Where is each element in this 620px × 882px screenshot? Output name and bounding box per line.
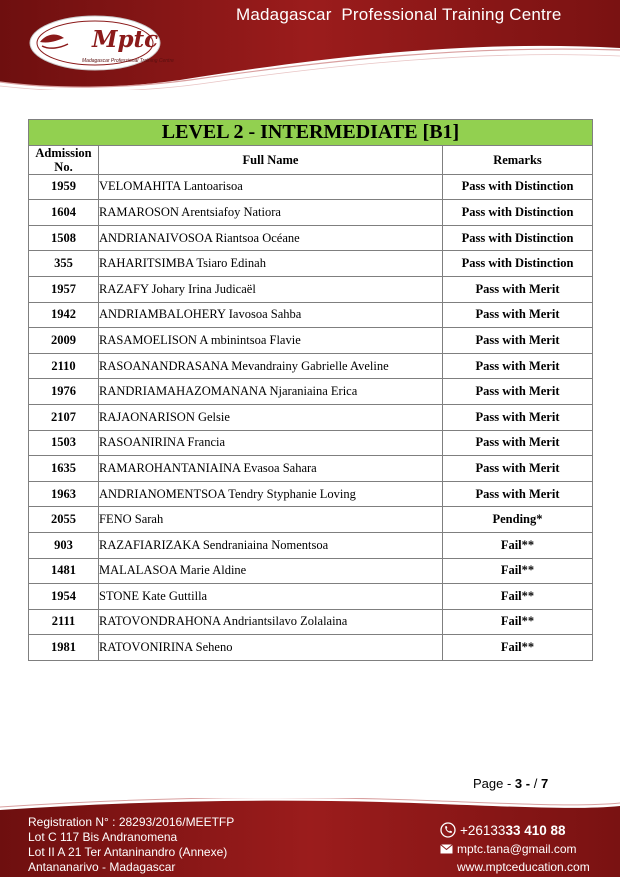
remark: Pending* [443, 507, 593, 533]
student-name: MALALASOA Marie Aldine [99, 558, 443, 584]
admission-number: 1976 [29, 379, 99, 405]
admission-header-line2: No. [54, 159, 73, 174]
remark: Pass with Merit [443, 430, 593, 456]
student-name: STONE Kate Guttilla [99, 584, 443, 610]
table-body [29, 174, 593, 660]
admission-number: 1957 [29, 276, 99, 302]
student-name: RAMAROSON Arentsiafoy Natiora [99, 200, 443, 226]
remark: Pass with Merit [443, 379, 593, 405]
level-title-row [29, 120, 593, 146]
footer-contacts [440, 820, 590, 876]
student-name: ANDRIANAIVOSOA Riantsoa Océane [99, 225, 443, 251]
remark: Fail** [443, 609, 593, 635]
table-row [29, 430, 593, 456]
website-line[interactable] [440, 858, 590, 876]
admission-number: 1604 [29, 200, 99, 226]
remark: Pass with Merit [443, 276, 593, 302]
email-link[interactable]: mptc.tana@gmail.com [457, 842, 577, 856]
admission-number: 1981 [29, 635, 99, 661]
level-title: LEVEL 2 - INTERMEDIATE [B1] [29, 120, 593, 146]
admission-number: 2055 [29, 507, 99, 533]
student-name: VELOMAHITA Lantoarisoa [99, 174, 443, 200]
admission-number: 2009 [29, 328, 99, 354]
table-row [29, 609, 593, 635]
remark: Fail** [443, 558, 593, 584]
table-row [29, 200, 593, 226]
student-name: RASOANANDRASANA Mevandrainy Gabrielle Aveline [99, 353, 443, 379]
admission-number: 1635 [29, 456, 99, 482]
student-name: RASOANIRINA Francia [99, 430, 443, 456]
email-line[interactable] [440, 840, 590, 858]
logo [28, 14, 174, 72]
admission-number: 1481 [29, 558, 99, 584]
student-name: RATOVONDRAHONA Andriantsilavo Zolalaina [99, 609, 443, 635]
remark: Pass with Merit [443, 328, 593, 354]
page-current: 3 - [514, 776, 531, 791]
student-name: RAMAROHANTANIAINA Evasoa Sahara [99, 456, 443, 482]
admission-number: 2110 [29, 353, 99, 379]
admission-number: 1503 [29, 430, 99, 456]
table-row [29, 379, 593, 405]
phone-number: 33 410 88 [505, 822, 566, 838]
remark: Pass with Merit [443, 456, 593, 482]
page-label: Page - [473, 776, 515, 791]
table-row [29, 584, 593, 610]
admission-number: 1963 [29, 481, 99, 507]
full-name-header: Full Name [99, 145, 443, 174]
remark: Fail** [443, 532, 593, 558]
student-name: RAZAFY Johary Irina Judicaël [99, 276, 443, 302]
table-row [29, 225, 593, 251]
admission-number: 903 [29, 532, 99, 558]
remarks-header: Remarks [443, 145, 593, 174]
remark: Pass with Distinction [443, 174, 593, 200]
student-name: RAZAFIARIZAKA Sendraniaina Nomentsoa [99, 532, 443, 558]
remark: Pass with Distinction [443, 225, 593, 251]
logo-text: Mptc [92, 26, 159, 53]
admission-number: 2111 [29, 609, 99, 635]
admission-number: 2107 [29, 404, 99, 430]
results-table [28, 119, 593, 661]
admission-number: 1508 [29, 225, 99, 251]
header-row [29, 145, 593, 174]
page-header [0, 0, 620, 90]
page-total: 7 [540, 776, 549, 791]
page-number [473, 776, 548, 791]
student-name: RATOVONIRINA Seheno [99, 635, 443, 661]
table-row [29, 532, 593, 558]
table-row [29, 404, 593, 430]
address-line-2: Lot II A 21 Ter Antaninandro (Annexe) [28, 845, 228, 859]
admission-number: 1942 [29, 302, 99, 328]
org-name: Madagascar Professional Training Centre [236, 5, 562, 24]
address-line-3: Antananarivo - Madagascar [28, 860, 176, 874]
table-row [29, 635, 593, 661]
table-row [29, 302, 593, 328]
table-row [29, 353, 593, 379]
admission-header-line1: Admission [35, 145, 92, 160]
admission-header [29, 145, 99, 174]
table-row [29, 456, 593, 482]
table-row [29, 507, 593, 533]
remark: Pass with Merit [443, 302, 593, 328]
table-row [29, 174, 593, 200]
remark: Pass with Merit [443, 404, 593, 430]
remark: Pass with Merit [443, 481, 593, 507]
table-row [29, 251, 593, 277]
remark: Pass with Distinction [443, 251, 593, 277]
phone-prefix: +26133 [460, 822, 506, 838]
admission-number: 1959 [29, 174, 99, 200]
student-name: ANDRIANOMENTSOA Tendry Styphanie Loving [99, 481, 443, 507]
table-row [29, 276, 593, 302]
phone-icon [440, 822, 456, 838]
table-row [29, 328, 593, 354]
student-name: RAHARITSIMBA Tsiaro Edinah [99, 251, 443, 277]
student-name: FENO Sarah [99, 507, 443, 533]
admission-number: 1954 [29, 584, 99, 610]
envelope-icon [440, 844, 453, 854]
phone-line [440, 820, 590, 840]
remark: Fail** [443, 635, 593, 661]
remark: Fail** [443, 584, 593, 610]
logo-subtitle: Madagascar Professional Training Centre [82, 58, 174, 64]
admission-number: 355 [29, 251, 99, 277]
footer-address [28, 815, 234, 875]
remark: Pass with Distinction [443, 200, 593, 226]
remark: Pass with Merit [443, 353, 593, 379]
student-name: ANDRIAMBALOHERY Iavosoa Sahba [99, 302, 443, 328]
address-line-1: Lot C 117 Bis Andranomena [28, 830, 178, 844]
registration-line: Registration N° : 28293/2016/MEETFP [28, 815, 235, 829]
student-name: RANDRIAMAHAZOMANANA Njaraniaina Erica [99, 379, 443, 405]
student-name: RASAMOELISON A mbinintsoa Flavie [99, 328, 443, 354]
table-row [29, 481, 593, 507]
website-link[interactable]: www.mptceducation.com [457, 860, 590, 874]
page-separator: / [530, 776, 541, 791]
student-name: RAJAONARISON Gelsie [99, 404, 443, 430]
table-row [29, 558, 593, 584]
